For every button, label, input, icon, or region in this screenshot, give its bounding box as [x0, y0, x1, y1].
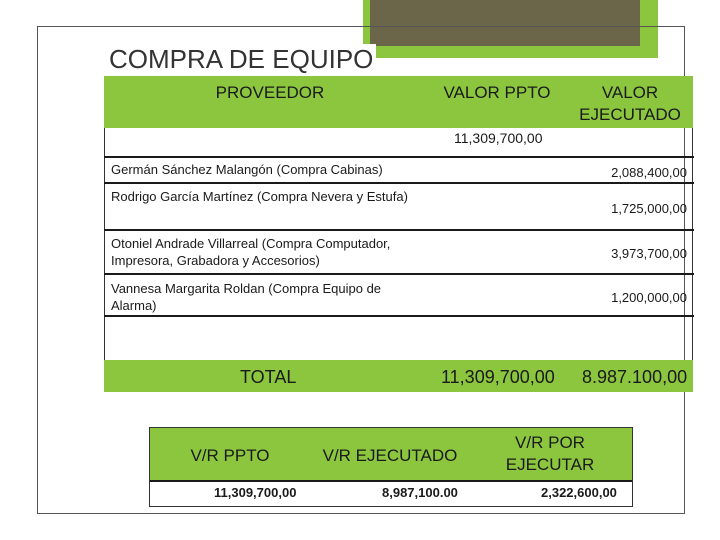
header-valor-ppto: VALOR PPTO: [443, 83, 551, 102]
table-row-ejecutado: 2,088,400,00: [611, 165, 687, 180]
row-divider: [104, 182, 694, 184]
table-row-proveedor: Rodrigo García Martínez (Compra Nevera y Estufa): [111, 189, 408, 204]
summary-header-ejecutado: V/R EJECUTADO: [322, 446, 458, 465]
ppto-value: 11,309,700,00: [454, 130, 543, 146]
header-valor-ejecutado: VALOR EJECUTADO: [579, 83, 681, 124]
summary-header-ppto: V/R PPTO: [190, 446, 270, 465]
table-row-ejecutado: 1,200,000,00: [611, 290, 687, 305]
summary-value-por-ejecutar: 2,322,600,00: [541, 485, 617, 500]
row-divider: [104, 156, 694, 158]
header-proveedor: PROVEEDOR: [215, 83, 325, 102]
total-ppto: 11,309,700,00: [441, 367, 555, 387]
row-divider: [104, 273, 694, 275]
summary-table: [149, 427, 633, 507]
total-label: TOTAL: [240, 367, 297, 387]
row-divider: [104, 315, 694, 317]
total-ejecutado: 8.987.100,00: [582, 367, 688, 387]
row-divider: [104, 229, 694, 231]
table-row-proveedor: Otoniel Andrade Villarreal (Compra Computador, Impresora, Grabadora y Accesorios): [111, 236, 391, 268]
summary-divider: [150, 480, 632, 482]
table-row-ejecutado: 3,973,700,00: [611, 246, 687, 261]
table-row-proveedor: Vannesa Margarita Roldan (Compra Equipo de Alarma): [111, 281, 382, 313]
summary-header-por-ejecutar: V/R POR EJECUTAR: [505, 433, 595, 474]
summary-value-ejecutado: 8,987,100.00: [382, 485, 458, 500]
summary-value-ppto: 11,309,700,00: [214, 485, 297, 500]
table-row-proveedor: Germán Sánchez Malangón (Compra Cabinas): [111, 162, 383, 177]
table-row-ejecutado: 1,725,000,00: [611, 201, 687, 216]
page-title: COMPRA DE EQUIPO: [109, 44, 376, 75]
